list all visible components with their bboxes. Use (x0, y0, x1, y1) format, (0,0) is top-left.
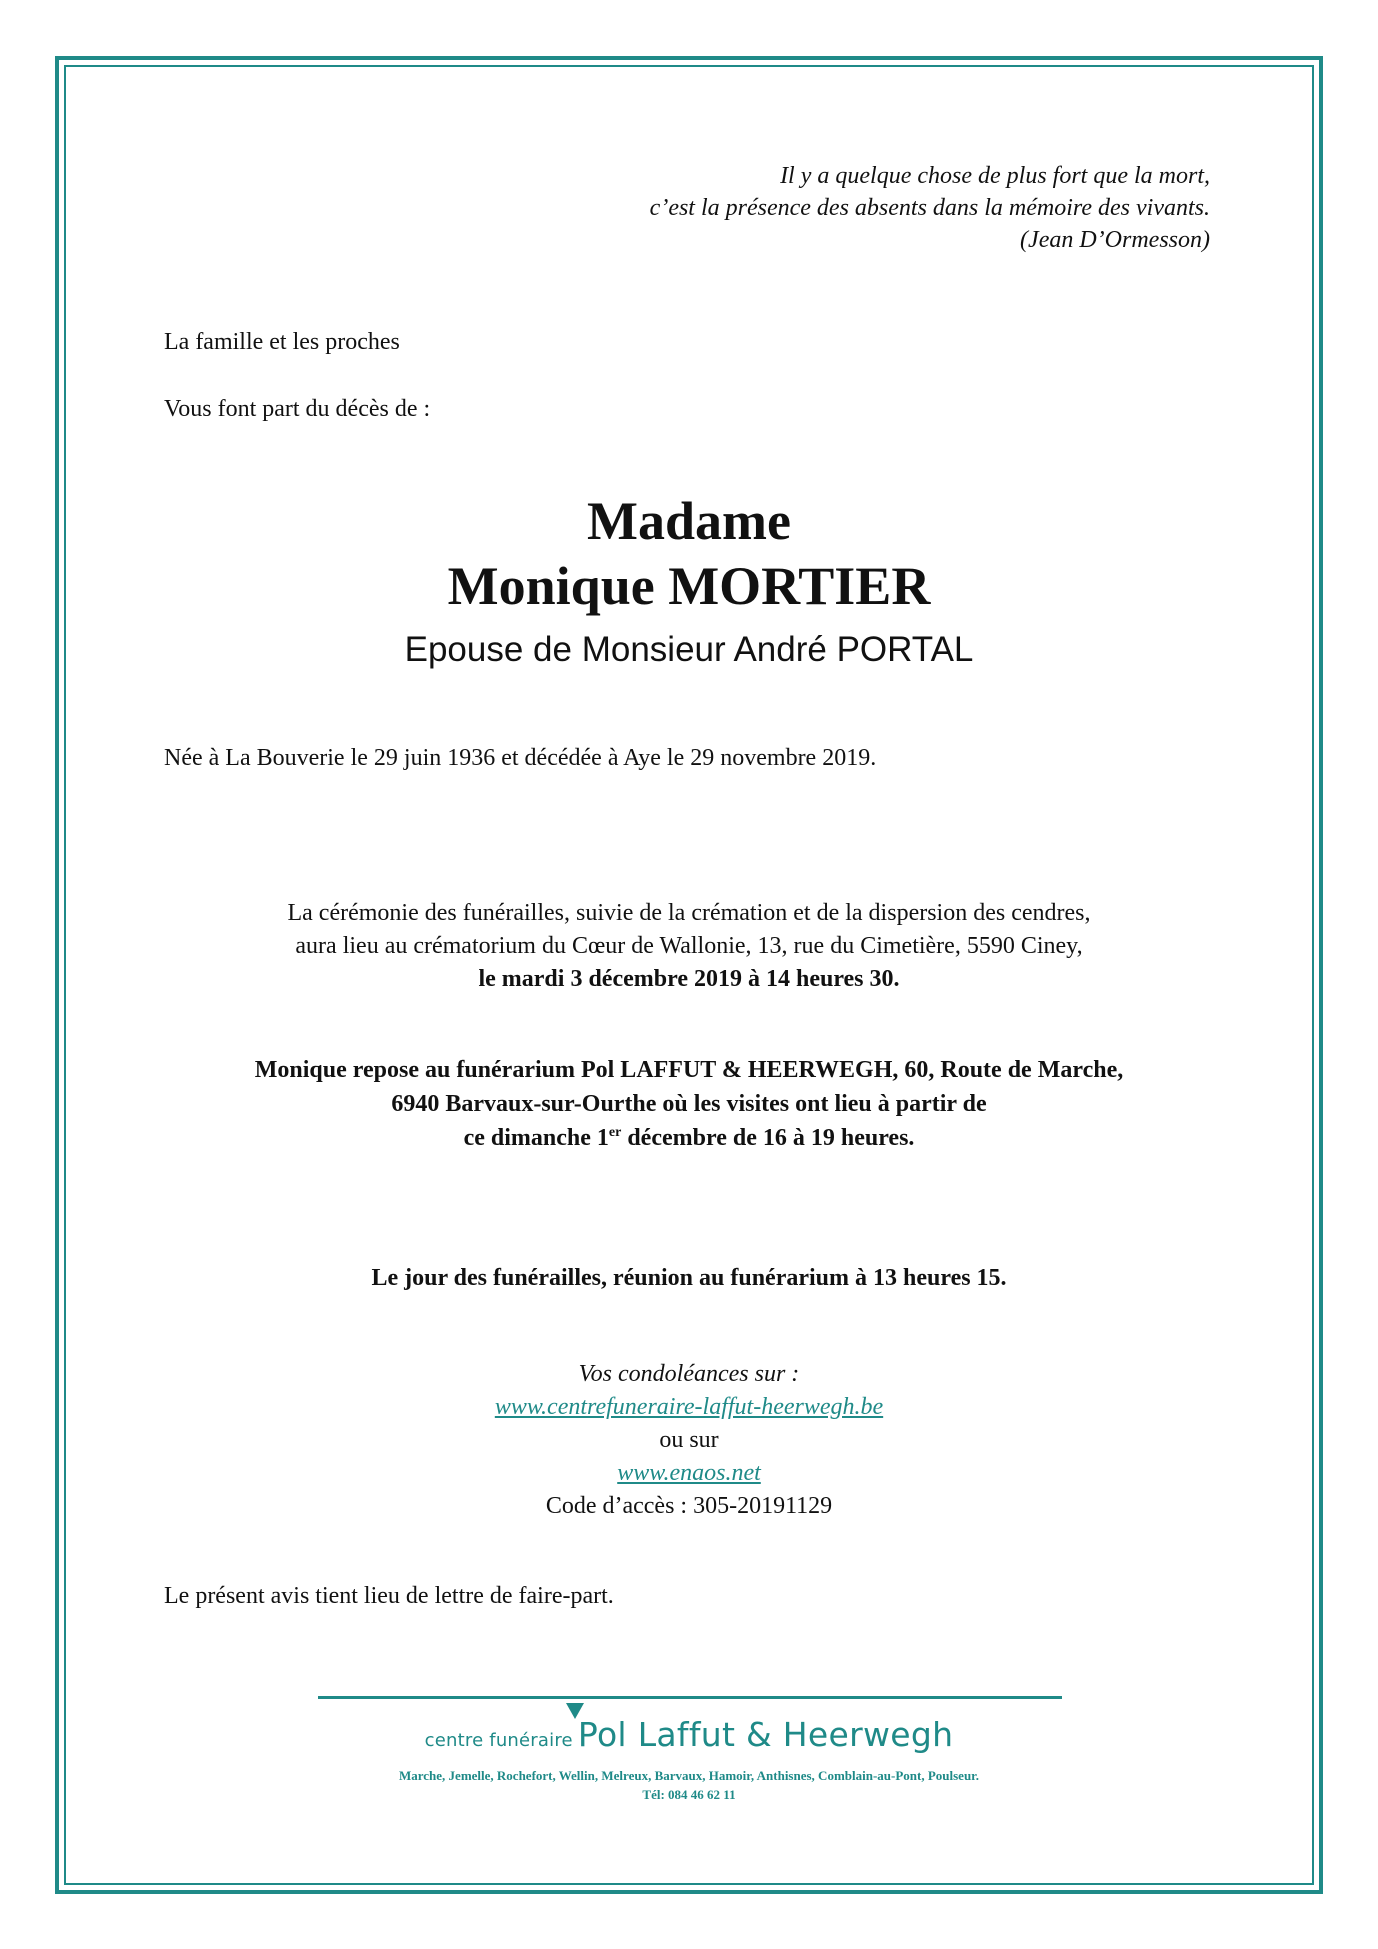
quote-author: (Jean D’Ormesson) (1020, 227, 1210, 253)
ceremony-line-1: La cérémonie des funérailles, suivie de la crémation et de la dispersion des cendres, (287, 900, 1091, 926)
condolences-link-enaos[interactable]: www.enaos.net (617, 1460, 761, 1486)
condolences-link-funeral-center[interactable]: www.centrefuneraire-laffut-heerwegh.be (494, 1394, 884, 1420)
brand-name: Pol Laffut & Heerwegh (577, 1715, 954, 1754)
deceased-name: Monique MORTIER (447, 556, 931, 616)
funeral-home-logo (0, 1715, 1378, 1754)
ceremony-date: le mardi 3 décembre 2019 à 14 heures 30. (478, 966, 900, 992)
condolences-block (0, 1358, 1378, 1523)
repose-line-2: 6940 Barvaux-sur-Ourthe où les visites ont lieu à partir de (391, 1091, 987, 1117)
access-code: Code d’accès : 305-20191129 (545, 1493, 833, 1519)
repose-ordinal-suffix: er (608, 1125, 622, 1140)
birth-death-line: Née à La Bouverie le 29 juin 1936 et décédée à Aye le 29 novembre 2019. (164, 745, 877, 771)
condolences-label: Vos condoléances sur : (578, 1361, 800, 1387)
repose-line-1: Monique repose au funérarium Pol LAFFUT & HEERWEGH, 60, Route de Marche, (254, 1057, 1124, 1083)
deceased-title: Madame (587, 491, 791, 551)
condolences-or: ou sur (659, 1427, 719, 1453)
reunion-line: Le jour des funérailles, réunion au funérarium à 13 heures 15. (371, 1265, 1007, 1291)
epigraph-quote (310, 160, 1210, 256)
repose-block (0, 1053, 1378, 1155)
intro-line-1: La famille et les proches (164, 329, 400, 355)
ceremony-line-2: aura lieu au crématorium du Cœur de Wallonie, 13, rue du Cimetière, 5590 Ciney, (295, 933, 1083, 959)
repose-line-3-start: ce dimanche 1 (463, 1125, 609, 1151)
footer-towns (0, 1766, 1378, 1804)
phone-number: Tél: 084 46 62 11 (642, 1787, 736, 1802)
closing-line: Le présent avis tient lieu de lettre de faire-part. (164, 1583, 614, 1609)
towns-list: Marche, Jemelle, Rochefort, Wellin, Melreux, Barvaux, Hamoir, Anthisnes, Comblain-au-Pont, Poulseur. (398, 1768, 980, 1783)
intro-line-2: Vous font part du décès de : (164, 396, 431, 422)
deceased-spouse: Epouse de Monsieur André PORTAL (404, 630, 974, 669)
quote-line-1: Il y a quelque chose de plus fort que la mort, (780, 163, 1210, 189)
brand-small-text: centre funéraire (424, 1730, 573, 1751)
footer-divider (318, 1696, 1062, 1699)
ceremony-block (0, 897, 1378, 996)
quote-line-2: c’est la présence des absents dans la mémoire des vivants. (649, 195, 1210, 221)
repose-line-3 (0, 1121, 1378, 1155)
repose-line-3-end: décembre de 16 à 19 heures. (621, 1125, 915, 1151)
